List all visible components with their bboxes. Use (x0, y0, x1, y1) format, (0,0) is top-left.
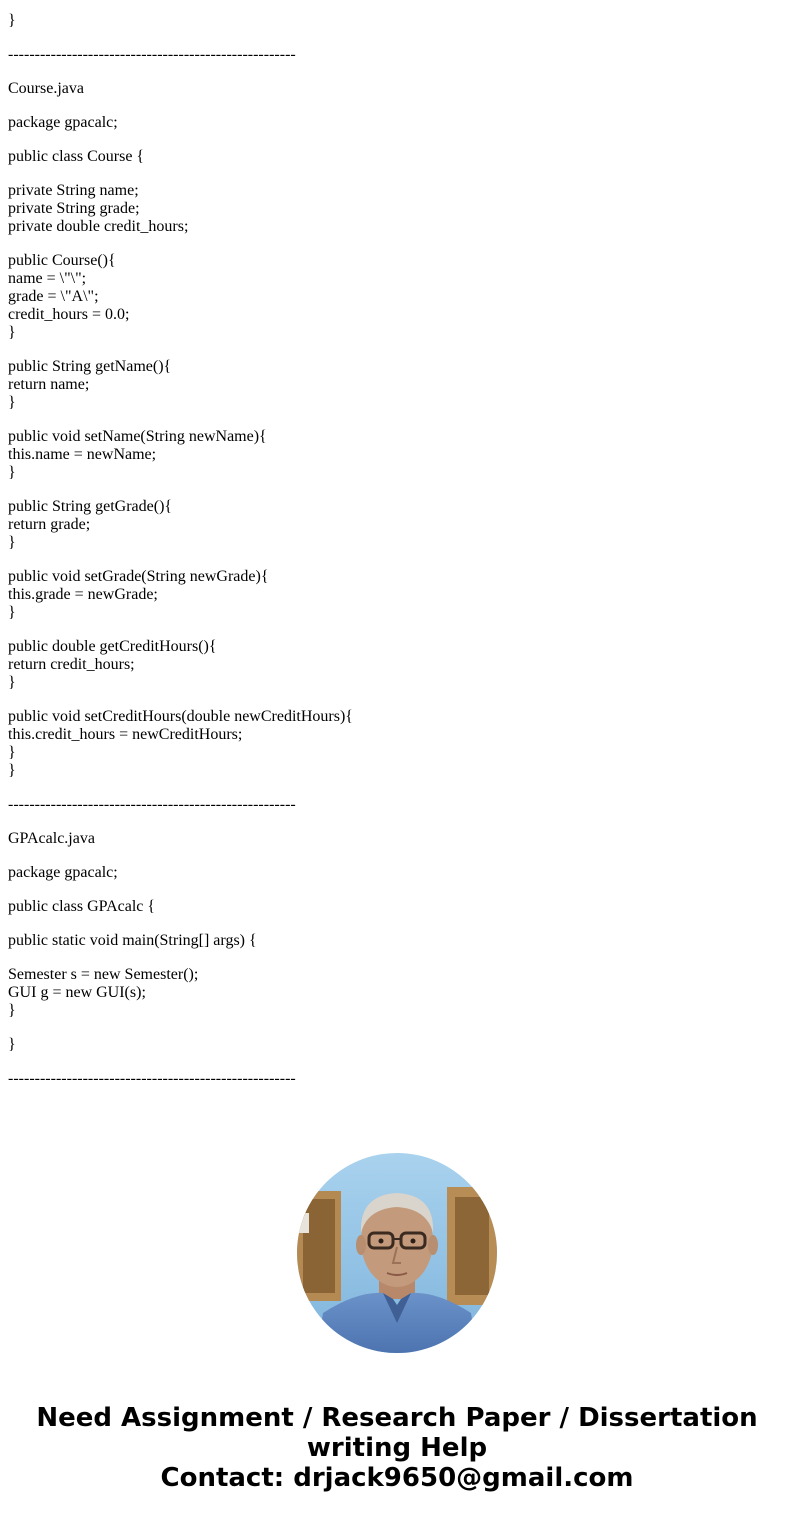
code-line: credit_hours = 0.0; (8, 306, 130, 323)
code-line: } (8, 464, 16, 481)
code-line: public double getCreditHours(){ (8, 638, 217, 655)
code-line: package gpacalc; (8, 114, 118, 131)
code-line: public String getName(){ (8, 358, 172, 375)
code-line: } (8, 1036, 16, 1053)
code-line: } (8, 762, 16, 779)
code-line: } (8, 534, 16, 551)
code-line: } (8, 604, 16, 621)
banner-line-1: Need Assignment / Research Paper / Dissertation (36, 1403, 758, 1433)
code-line: public void setName(String newName){ (8, 428, 267, 445)
code-line: } (8, 1002, 16, 1019)
code-line: this.name = newName; (8, 446, 157, 463)
code-line: private String name; (8, 182, 139, 199)
code-line: } (8, 744, 16, 761)
author-photo (297, 1153, 497, 1353)
separator-line: ------------------------------------------------------ (8, 46, 296, 63)
code-line: public static void main(String[] args) { (8, 932, 257, 949)
course-filename: Course.java (8, 80, 84, 97)
code-line: return grade; (8, 516, 91, 533)
code-line: this.grade = newGrade; (8, 586, 158, 603)
code-line: } (8, 12, 16, 29)
portrait-image (297, 1153, 497, 1353)
code-line: public class GPAcalc { (8, 898, 156, 915)
code-line: grade = \"A\"; (8, 288, 99, 305)
code-line: public class Course { (8, 148, 145, 165)
code-line: public void setGrade(String newGrade){ (8, 568, 269, 585)
code-line: this.credit_hours = newCreditHours; (8, 726, 243, 743)
gpacalc-filename: GPAcalc.java (8, 830, 95, 847)
code-line: Semester s = new Semester(); (8, 966, 199, 983)
contact-email: Contact: drjack9650@gmail.com (160, 1463, 634, 1493)
code-line: public void setCreditHours(double newCreditHours){ (8, 708, 353, 725)
code-line: private String grade; (8, 200, 140, 217)
code-line: } (8, 324, 16, 341)
code-line: } (8, 674, 16, 691)
code-line: public Course(){ (8, 252, 116, 269)
separator-line: ------------------------------------------------------ (8, 1070, 296, 1087)
code-line: return credit_hours; (8, 656, 135, 673)
separator-line: ------------------------------------------------------ (8, 796, 296, 813)
code-line: GUI g = new GUI(s); (8, 984, 146, 1001)
document-body (8, 12, 768, 1088)
code-line: name = \"\"; (8, 270, 87, 287)
code-line: package gpacalc; (8, 864, 118, 881)
contact-banner (0, 1403, 794, 1493)
banner-line-2: writing Help (306, 1433, 488, 1463)
code-line: return name; (8, 376, 90, 393)
code-line: public String getGrade(){ (8, 498, 173, 515)
code-line: } (8, 394, 16, 411)
code-line: private double credit_hours; (8, 218, 189, 235)
